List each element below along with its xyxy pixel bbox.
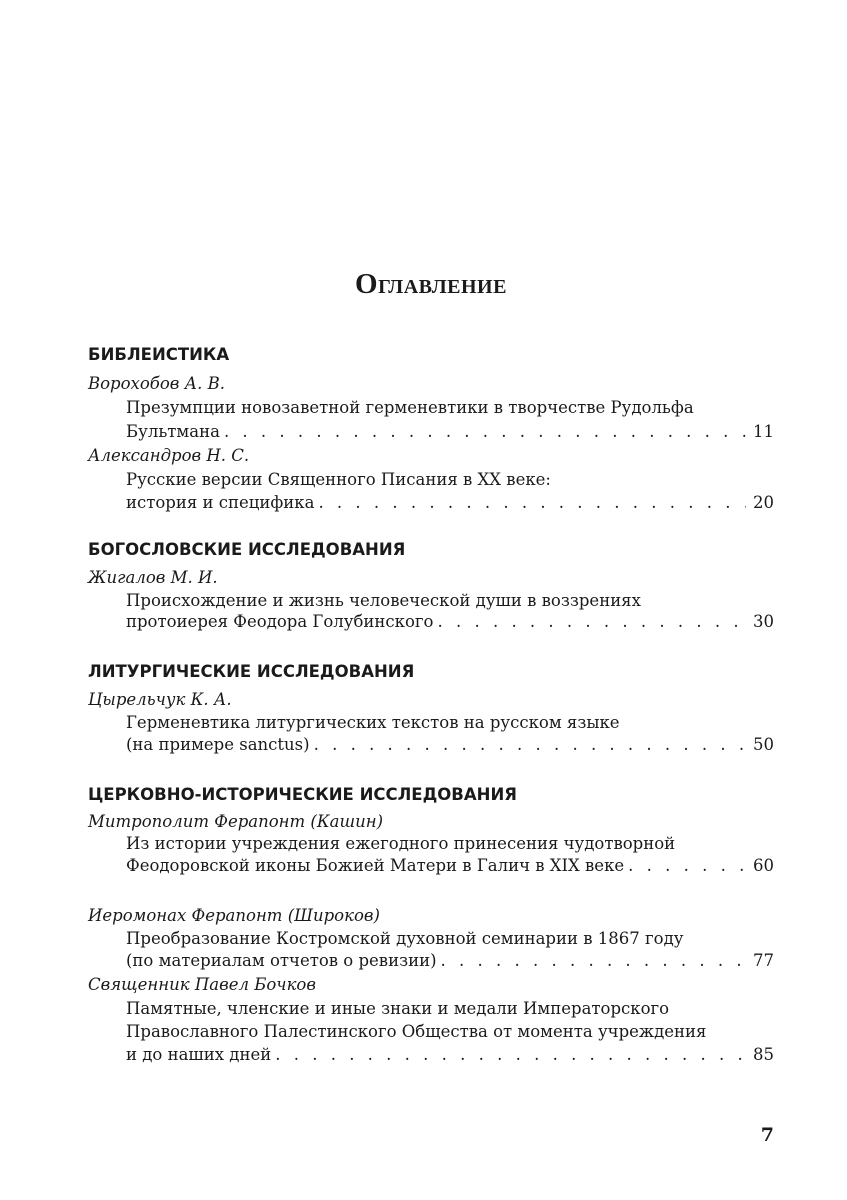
toc-entry-link[interactable] [126,493,774,512]
toc-entry-link[interactable] [126,951,774,970]
entry-page-number: 30 [753,612,774,631]
entry-title-last-line: история и специфика [126,493,315,512]
section-heading: БОГОСЛОВСКИЕ ИССЛЕДОВАНИЯ [88,540,406,559]
entry-author: Митрополит Ферапонт (Кашин) [88,812,384,831]
dot-leader [628,856,746,875]
entry-title-line: Православного Палестинского Общества от момента учреждения [126,1022,707,1041]
toc-page [88,0,774,1200]
dot-leader [441,951,746,970]
entry-title-last-line: (на примере sanctus) [126,735,310,754]
entry-title-line: Из истории учреждения ежегодного принесения чудотворной [126,834,676,853]
entry-author: Священник Павел Бочков [88,975,316,994]
entry-title-line: Происхождение и жизнь человеческой души в воззрениях [126,591,641,610]
dot-leader [437,612,746,631]
entry-title-last-line: Бультмана [126,422,220,441]
entry-title-last-line: протоиерея Феодора Голубинского [126,612,434,631]
entry-title-last-line: Феодоровской иконы Божией Матери в Галич в XIX веке [126,856,625,875]
entry-title-line: Преобразование Костромской духовной семинарии в 1867 году [126,929,684,948]
entry-title-line: Презумпции новозаветной герменевтики в творчестве Рудольфа [126,398,694,417]
toc-entry-link[interactable] [126,612,774,631]
dot-leader [275,1045,746,1064]
entry-page-number: 77 [753,951,774,970]
page-number: 7 [760,1124,774,1146]
entry-page-number: 85 [753,1045,774,1064]
dot-leader [224,422,746,441]
entry-author: Иеромонах Ферапонт (Широков) [88,906,380,925]
entry-page-number: 60 [753,856,774,875]
entry-title-line: Русские версии Священного Писания в XX веке: [126,470,551,489]
toc-title: Оглавление [355,268,507,300]
section-heading: БИБЛЕИСТИКА [88,345,230,364]
entry-page-number: 20 [753,493,774,512]
entry-author: Цырельчук К. А. [88,690,232,709]
entry-author: Жигалов М. И. [88,568,218,587]
dot-leader [314,735,746,754]
toc-entry-link[interactable] [126,422,774,441]
entry-title-line: Памятные, членские и иные знаки и медали Императорского [126,999,670,1018]
entry-author: Ворохобов А. В. [88,374,226,393]
entry-author: Александров Н. С. [88,446,250,465]
entry-page-number: 11 [753,422,774,441]
section-heading: ЛИТУРГИЧЕСКИЕ ИССЛЕДОВАНИЯ [88,662,415,681]
dot-leader [318,493,746,512]
entry-page-number: 50 [753,735,774,754]
toc-entry-link[interactable] [126,856,774,875]
entry-title-last-line: (по материалам отчетов о ревизии) [126,951,437,970]
entry-title-line: Герменевтика литургических текстов на русском языке [126,713,620,732]
toc-entry-link[interactable] [126,1045,774,1064]
entry-title-last-line: и до наших дней [126,1045,272,1064]
section-heading: ЦЕРКОВНО-ИСТОРИЧЕСКИЕ ИССЛЕДОВАНИЯ [88,785,517,804]
toc-entry-link[interactable] [126,735,774,754]
